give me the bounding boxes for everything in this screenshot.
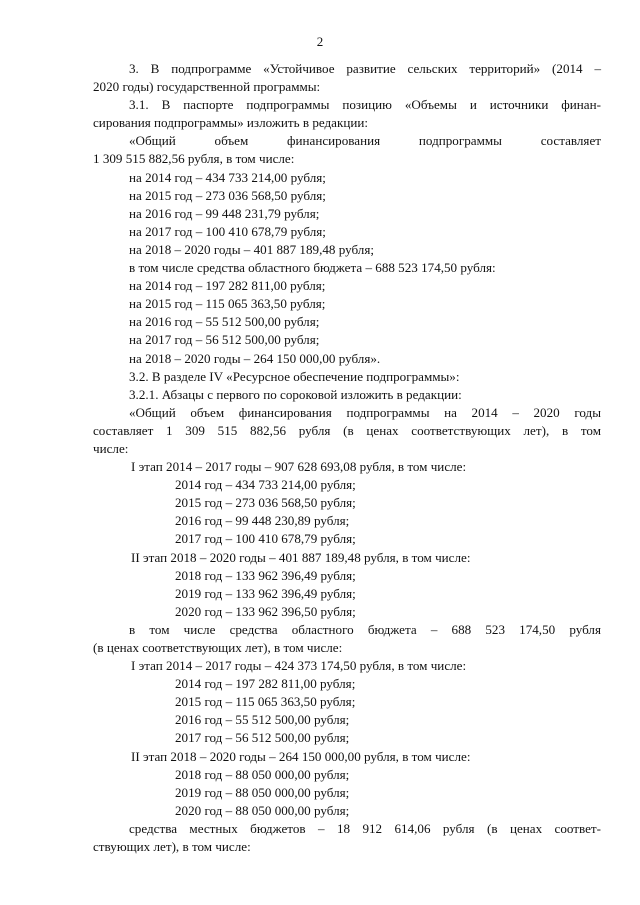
text-line: 1 309 515 882,56 рубля, в том числе: — [93, 151, 295, 167]
text-line: на 2015 год – 115 065 363,50 рубля; — [129, 296, 326, 312]
text-line: 2017 год – 56 512 500,00 рубля; — [175, 730, 350, 746]
text-line: на 2017 год – 100 410 678,79 рубля; — [129, 223, 326, 239]
text-line: 3.1. В паспорте подпрограммы позицию «Объемы и источники финан- — [129, 97, 601, 113]
text-line: II этап 2018 – 2020 годы – 264 150 000,00 рубля, в том числе: — [131, 748, 471, 764]
text-line: составляет 1 309 515 882,56 рубля (в ценах соответствующих лет), в том — [93, 422, 601, 438]
text-line: «Общий объем финансирования подпрограммы составляет — [129, 133, 601, 149]
text-line: 2018 год – 133 962 396,49 рубля; — [175, 567, 356, 583]
text-line: 2016 год – 99 448 230,89 рубля; — [175, 513, 350, 529]
text-line: 2019 год – 133 962 396,49 рубля; — [175, 585, 356, 601]
text-line: на 2014 год – 197 282 811,00 рубля; — [129, 278, 326, 294]
text-line: 2015 год – 115 065 363,50 рубля; — [175, 694, 356, 710]
text-line: 2018 год – 88 050 000,00 рубля; — [175, 766, 350, 782]
text-line: на 2018 – 2020 годы – 264 150 000,00 рубля». — [129, 350, 381, 366]
text-line: в том числе средства областного бюджета – 688 523 174,50 рубля: — [129, 260, 496, 276]
text-line: «Общий объем финансирования подпрограммы на 2014 – 2020 годы — [129, 404, 601, 420]
document-body — [93, 60, 601, 856]
text-line: 2015 год – 273 036 568,50 рубля; — [175, 495, 356, 511]
text-line: 2016 год – 55 512 500,00 рубля; — [175, 712, 350, 728]
text-line: II этап 2018 – 2020 годы – 401 887 189,48 рубля, в том числе: — [131, 549, 471, 565]
text-line: I этап 2014 – 2017 годы – 424 373 174,50 рубля, в том числе: — [131, 658, 467, 674]
text-line: 2014 год – 197 282 811,00 рубля; — [175, 676, 356, 692]
text-line: сирования подпрограммы» изложить в редакции: — [93, 115, 368, 131]
text-line: на 2016 год – 55 512 500,00 рубля; — [129, 314, 320, 330]
text-line: 2020 год – 133 962 396,50 рубля; — [175, 603, 356, 619]
text-line: средства местных бюджетов – 18 912 614,06 рубля (в ценах соответ- — [129, 820, 601, 836]
page-number: 2 — [316, 34, 324, 49]
text-line: I этап 2014 – 2017 годы – 907 628 693,08 рубля, в том числе: — [131, 459, 467, 475]
text-line: на 2018 – 2020 годы – 401 887 189,48 рубля; — [129, 241, 374, 257]
text-line: 3.2. В разделе IV «Ресурсное обеспечение подпрограммы»: — [129, 368, 460, 384]
text-line: 2014 год – 434 733 214,00 рубля; — [175, 477, 356, 493]
text-line: в том числе средства областного бюджета – 688 523 174,50 рубля — [129, 621, 601, 637]
text-line: 2019 год – 88 050 000,00 рубля; — [175, 784, 350, 800]
text-line: на 2015 год – 273 036 568,50 рубля; — [129, 187, 326, 203]
text-line: на 2014 год – 434 733 214,00 рубля; — [129, 169, 326, 185]
text-line: ствующих лет), в том числе: — [93, 839, 251, 855]
text-line: на 2017 год – 56 512 500,00 рубля; — [129, 332, 320, 348]
text-line: 2020 годы) государственной программы: — [93, 79, 321, 95]
text-line: 2017 год – 100 410 678,79 рубля; — [175, 531, 356, 547]
text-line: 2020 год – 88 050 000,00 рубля; — [175, 802, 350, 818]
text-line: 3. В подпрограмме «Устойчивое развитие сельских территорий» (2014 – — [129, 61, 601, 76]
text-line: (в ценах соответствующих лет), в том числе: — [93, 640, 343, 655]
text-line: числе: — [93, 440, 129, 456]
text-line: 3.2.1. Абзацы с первого по сороковой изложить в редакции: — [129, 386, 462, 402]
text-line: на 2016 год – 99 448 231,79 рубля; — [129, 205, 320, 221]
